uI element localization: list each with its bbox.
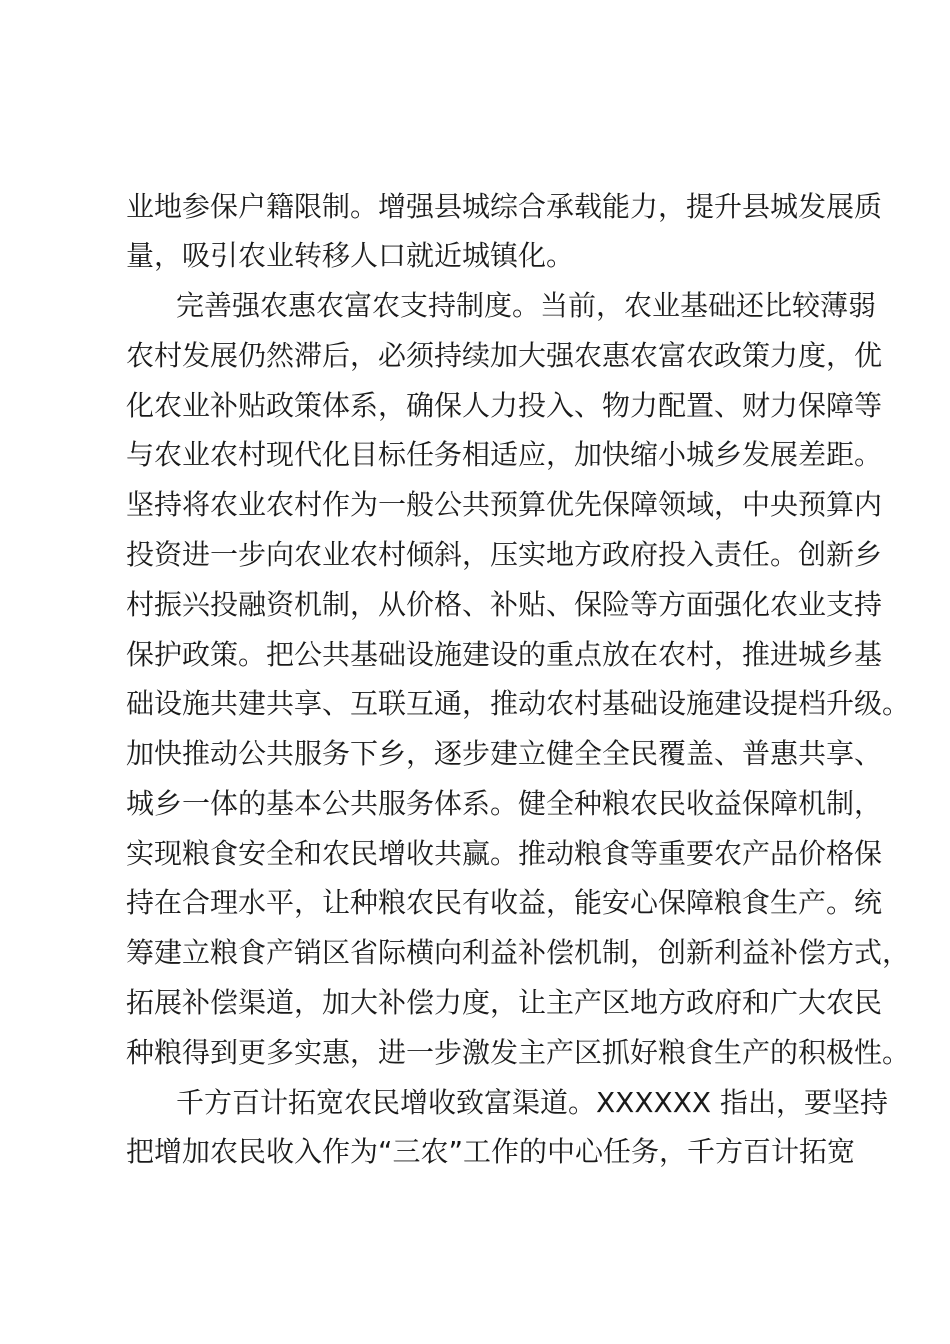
text-line: 坚持将农业农村作为一般公共预算优先保障领域，中央预算内 (126, 488, 883, 521)
text-line: 业地参保户籍限制。增强县城综合承载能力，提升县城发展质 (126, 190, 883, 223)
paragraph-heading-line: 千方百计拓宽农民增收致富渠道。XXXXXX 指出，要坚持 (176, 1086, 888, 1119)
text-line: 拓展补偿渠道，加大补偿力度，让主产区地方政府和广大农民 (126, 986, 883, 1019)
text-line: 种粮得到更多实惠，进一步激发主产区抓好粮食生产的积极性。 (126, 1036, 911, 1069)
text-line: 筹建立粮食产销区省际横向利益补偿机制，创新利益补偿方式， (126, 936, 911, 969)
text-line: 础设施共建共享、互联互通，推动农村基础设施建设提档升级。 (126, 687, 911, 720)
text-line: 量，吸引农业转移人口就近城镇化。 (126, 239, 575, 272)
text-line: 城乡一体的基本公共服务体系。健全种粮农民收益保障机制， (126, 787, 883, 820)
text-line: 持在合理水平，让种粮农民有收益，能安心保障粮食生产。统 (126, 886, 883, 919)
paragraph-heading-line: 完善强农惠农富农支持制度。当前，农业基础还比较薄弱 (176, 289, 877, 322)
text-line: 村振兴投融资机制，从价格、补贴、保险等方面强化农业支持 (126, 588, 883, 621)
text-line: 把增加农民收入作为“三农”工作的中心任务，千方百计拓宽 (126, 1135, 856, 1168)
text-line: 投资进一步向农业农村倾斜，压实地方政府投入责任。创新乡 (126, 538, 883, 571)
text-line: 实现粮食安全和农民增收共赢。推动粮食等重要农产品价格保 (126, 837, 883, 870)
text-line: 保护政策。把公共基础设施建设的重点放在农村，推进城乡基 (126, 638, 883, 671)
text-line: 农村发展仍然滞后，必须持续加大强农惠农富农政策力度，优 (126, 339, 883, 372)
text-line: 与农业农村现代化目标任务相适应，加快缩小城乡发展差距。 (126, 438, 883, 471)
text-line: 化农业补贴政策体系，确保人力投入、物力配置、财力保障等 (126, 389, 883, 422)
text-line: 加快推动公共服务下乡，逐步建立健全全民覆盖、普惠共享、 (126, 737, 883, 770)
